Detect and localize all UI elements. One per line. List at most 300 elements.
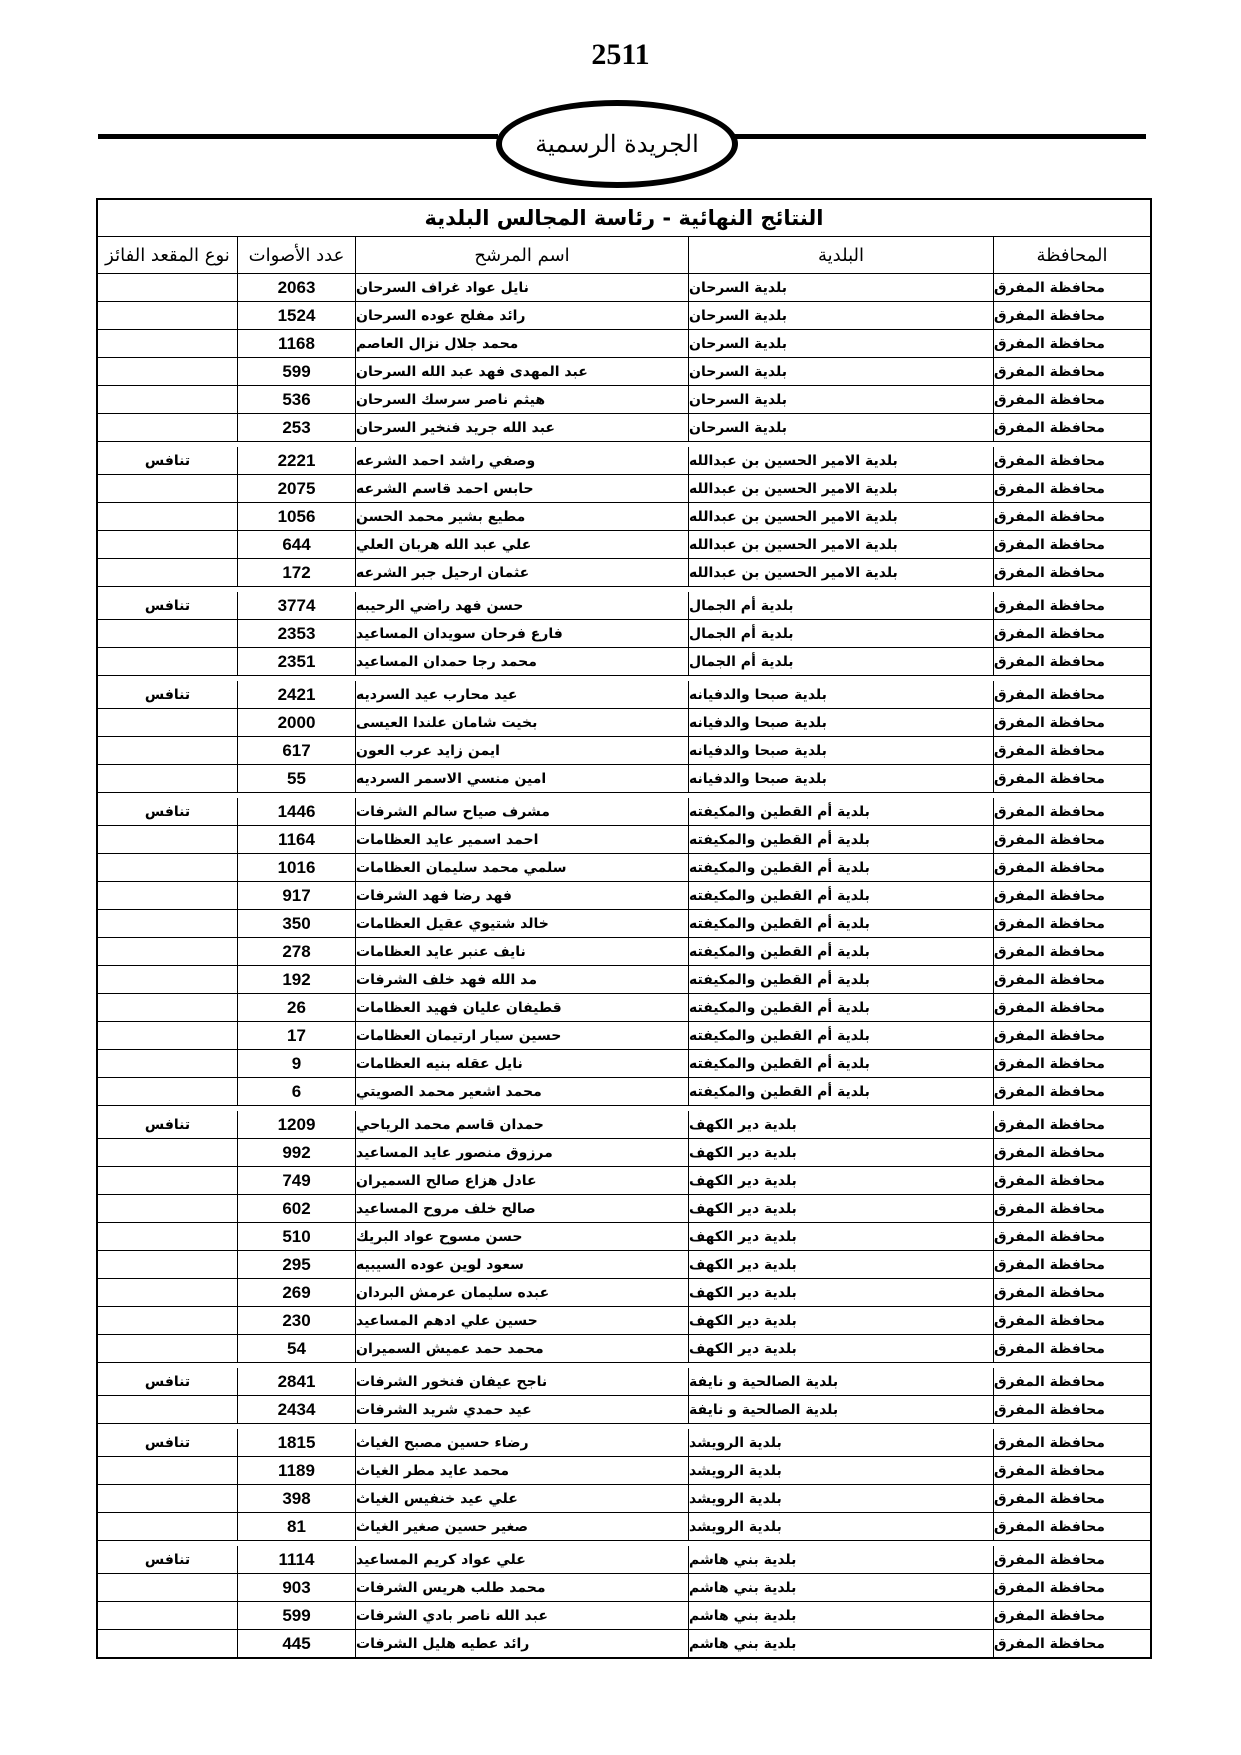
candidate-name-cell: حسين علي ادهم المساعيد	[356, 1307, 689, 1334]
municipality-cell: بلدية الرويشد	[689, 1457, 994, 1484]
candidate-name-cell: عبده سليمان عرمش البردان	[356, 1279, 689, 1306]
governorate-cell: محافظة المفرق	[994, 770, 1105, 787]
table-row	[98, 1573, 1150, 1601]
candidate-name-cell: ايمن زايد عرب العون	[356, 737, 689, 764]
candidate-name-cell: محمد اشعير محمد الصويتي	[356, 1078, 689, 1105]
seat-type-cell	[98, 1279, 238, 1306]
candidate-name-cell: عيد محارب عيد السرديه	[356, 681, 689, 708]
candidate-name-cell: حسن مسوح عواد البريك	[356, 1223, 689, 1250]
table-row	[98, 764, 1150, 792]
candidate-name-cell: محمد جلال نزال العاصم	[356, 330, 689, 357]
table-row	[98, 1429, 1150, 1456]
candidate-name-cell: نايل عواد غراف السرحان	[356, 274, 689, 301]
seat-type-cell: تنافس	[98, 592, 238, 619]
votes-cell: 172	[238, 559, 356, 586]
municipality-cell: بلدية دير الكهف	[689, 1223, 994, 1250]
table-row	[98, 619, 1150, 647]
table-row	[98, 558, 1150, 586]
governorate-cell: محافظة المفرق	[994, 625, 1105, 642]
votes-cell: 903	[238, 1574, 356, 1601]
table-header-row	[98, 237, 1150, 274]
candidate-name-cell: احمد اسمير عايد العظامات	[356, 826, 689, 853]
candidate-name-cell: امين منسي الاسمر السرديه	[356, 765, 689, 792]
municipality-cell: بلدية أم الجمال	[689, 592, 994, 619]
municipality-group	[98, 798, 1150, 1105]
municipality-cell: بلدية أم القطين والمكيفته	[689, 938, 994, 965]
municipality-cell: بلدية أم الجمال	[689, 648, 994, 675]
votes-cell: 2353	[238, 620, 356, 647]
municipality-group	[98, 447, 1150, 586]
seat-type-cell	[98, 386, 238, 413]
seat-type-cell	[98, 1307, 238, 1334]
governorate-cell: محافظة المفرق	[994, 391, 1105, 408]
governorate-cell: محافظة المفرق	[994, 1055, 1105, 1072]
table-row	[98, 1138, 1150, 1166]
table-row	[98, 329, 1150, 357]
seat-type-cell	[98, 709, 238, 736]
seat-type-cell: تنافس	[98, 1111, 238, 1138]
seat-type-cell	[98, 559, 238, 586]
governorate-cell: محافظة المفرق	[994, 1462, 1105, 1479]
governorate-cell: محافظة المفرق	[994, 1228, 1105, 1245]
votes-cell: 1168	[238, 330, 356, 357]
municipality-cell: بلدية السرحان	[689, 274, 994, 301]
table-row	[98, 1546, 1150, 1573]
table-row	[98, 647, 1150, 675]
municipality-cell: بلدية أم القطين والمكيفته	[689, 994, 994, 1021]
candidate-name-cell: محمد رجا حمدان المساعيد	[356, 648, 689, 675]
municipality-cell: بلدية دير الكهف	[689, 1307, 994, 1334]
governorate-cell: محافظة المفرق	[994, 1373, 1105, 1390]
governorate-cell: محافظة المفرق	[994, 1144, 1105, 1161]
votes-cell: 602	[238, 1195, 356, 1222]
votes-cell: 2000	[238, 709, 356, 736]
seat-type-cell	[98, 1139, 238, 1166]
seat-type-cell	[98, 1022, 238, 1049]
votes-cell: 230	[238, 1307, 356, 1334]
table-row	[98, 909, 1150, 937]
votes-cell: 599	[238, 358, 356, 385]
candidate-name-cell: قطيفان عليان فهيد العظامات	[356, 994, 689, 1021]
municipality-cell: بلدية دير الكهف	[689, 1251, 994, 1278]
votes-cell: 2221	[238, 447, 356, 474]
seat-type-cell	[98, 994, 238, 1021]
table-row	[98, 1512, 1150, 1540]
governorate-cell: محافظة المفرق	[994, 536, 1105, 553]
governorate-cell: محافظة المفرق	[994, 1551, 1105, 1568]
votes-cell: 26	[238, 994, 356, 1021]
seat-type-cell	[98, 358, 238, 385]
page-number: 2511	[591, 38, 650, 71]
votes-cell: 749	[238, 1167, 356, 1194]
municipality-cell: بلدية أم القطين والمكيفته	[689, 854, 994, 881]
votes-cell: 1164	[238, 826, 356, 853]
table-row	[98, 881, 1150, 909]
seat-type-cell	[98, 882, 238, 909]
municipality-cell: بلدية أم القطين والمكيفته	[689, 1022, 994, 1049]
governorate-cell: محافظة المفرق	[994, 480, 1105, 497]
candidate-name-cell: عبد الله جريد فنخير السرحان	[356, 414, 689, 441]
table-row	[98, 1250, 1150, 1278]
seat-type-cell	[98, 765, 238, 792]
governorate-cell: محافظة المفرق	[994, 279, 1105, 296]
candidate-name-cell: علي عيد خنفيس الغياث	[356, 1485, 689, 1512]
table-row	[98, 530, 1150, 558]
seat-type-cell	[98, 1078, 238, 1105]
table-row	[98, 357, 1150, 385]
votes-cell: 617	[238, 737, 356, 764]
candidate-name-cell: محمد حمد عميش السميران	[356, 1335, 689, 1362]
candidate-name-cell: مد الله فهد خلف الشرفات	[356, 966, 689, 993]
municipality-cell: بلدية دير الكهف	[689, 1335, 994, 1362]
votes-cell: 9	[238, 1050, 356, 1077]
votes-cell: 992	[238, 1139, 356, 1166]
candidate-name-cell: وصفي راشد احمد الشرعه	[356, 447, 689, 474]
header-municipality: البلدية	[689, 237, 994, 273]
governorate-cell: محافظة المفرق	[994, 1200, 1105, 1217]
candidate-name-cell: صغير حسين صغير الغياث	[356, 1513, 689, 1540]
municipality-cell: بلدية أم القطين والمكيفته	[689, 882, 994, 909]
seat-type-cell	[98, 938, 238, 965]
governorate-cell: محافظة المفرق	[994, 1579, 1105, 1596]
votes-cell: 2075	[238, 475, 356, 502]
candidate-name-cell: مطيع بشير محمد الحسن	[356, 503, 689, 530]
governorate-cell: محافظة المفرق	[994, 1635, 1105, 1652]
table-row	[98, 502, 1150, 530]
governorate-cell: محافظة المفرق	[994, 859, 1105, 876]
votes-cell: 350	[238, 910, 356, 937]
municipality-cell: بلدية السرحان	[689, 358, 994, 385]
seat-type-cell	[98, 1485, 238, 1512]
table-row	[98, 708, 1150, 736]
seat-type-cell	[98, 414, 238, 441]
municipality-cell: بلدية السرحان	[689, 414, 994, 441]
municipality-cell: بلدية دير الكهف	[689, 1111, 994, 1138]
governorate-cell: محافظة المفرق	[994, 335, 1105, 352]
candidate-name-cell: مرزوق منصور عايد المساعيد	[356, 1139, 689, 1166]
governorate-cell: محافظة المفرق	[994, 1607, 1105, 1624]
table-row	[98, 736, 1150, 764]
votes-cell: 2421	[238, 681, 356, 708]
table-row	[98, 385, 1150, 413]
table-row	[98, 301, 1150, 329]
votes-cell: 1446	[238, 798, 356, 825]
candidate-name-cell: عبد المهدى فهد عبد الله السرحان	[356, 358, 689, 385]
table-row	[98, 1368, 1150, 1395]
municipality-group	[98, 1111, 1150, 1362]
seat-type-cell	[98, 475, 238, 502]
seat-type-cell	[98, 737, 238, 764]
governorate-cell: محافظة المفرق	[994, 1083, 1105, 1100]
seat-type-cell	[98, 826, 238, 853]
governorate-cell: محافظة المفرق	[994, 686, 1105, 703]
votes-cell: 1209	[238, 1111, 356, 1138]
governorate-cell: محافظة المفرق	[994, 1434, 1105, 1451]
candidate-name-cell: نايف عنبر عايد العظامات	[356, 938, 689, 965]
governorate-cell: محافظة المفرق	[994, 564, 1105, 581]
municipality-cell: بلدية الصالحية و نايفة	[689, 1368, 994, 1395]
candidate-name-cell: علي عبد الله هربان العلي	[356, 531, 689, 558]
municipality-cell: بلدية دير الكهف	[689, 1279, 994, 1306]
seat-type-cell	[98, 1195, 238, 1222]
table-title: النتائج النهائية - رئاسة المجالس البلدية	[98, 200, 1150, 237]
seat-type-cell	[98, 531, 238, 558]
votes-cell: 269	[238, 1279, 356, 1306]
header-seat-type: نوع المقعد الفائز	[98, 237, 238, 273]
seat-type-cell	[98, 648, 238, 675]
governorate-cell: محافظة المفرق	[994, 363, 1105, 380]
municipality-cell: بلدية السرحان	[689, 302, 994, 329]
governorate-cell: محافظة المفرق	[994, 597, 1105, 614]
municipality-cell: بلدية بني هاشم	[689, 1630, 994, 1657]
header-candidate: اسم المرشح	[356, 237, 689, 273]
governorate-cell: محافظة المفرق	[994, 742, 1105, 759]
votes-cell: 599	[238, 1602, 356, 1629]
table-row	[98, 853, 1150, 881]
table-row	[98, 474, 1150, 502]
municipality-group	[98, 1429, 1150, 1540]
votes-cell: 55	[238, 765, 356, 792]
header-rule-right	[732, 134, 1146, 139]
municipality-group	[98, 681, 1150, 792]
governorate-cell: محافظة المفرق	[994, 419, 1105, 436]
candidate-name-cell: عثمان ارحيل جبر الشرعه	[356, 559, 689, 586]
seat-type-cell	[98, 620, 238, 647]
municipality-cell: بلدية صبحا والدفيانه	[689, 737, 994, 764]
candidate-name-cell: رائد مفلح عوده السرحان	[356, 302, 689, 329]
governorate-cell: محافظة المفرق	[994, 971, 1105, 988]
votes-cell: 445	[238, 1630, 356, 1657]
table-row	[98, 592, 1150, 619]
candidate-name-cell: محمد طلب هريس الشرفات	[356, 1574, 689, 1601]
candidate-name-cell: رضاء حسين مصبح الغياث	[356, 1429, 689, 1456]
municipality-cell: بلدية صبحا والدفيانه	[689, 765, 994, 792]
governorate-cell: محافظة المفرق	[994, 915, 1105, 932]
candidate-name-cell: حابس احمد قاسم الشرعه	[356, 475, 689, 502]
table-row	[98, 413, 1150, 441]
seat-type-cell	[98, 1251, 238, 1278]
governorate-cell: محافظة المفرق	[994, 1312, 1105, 1329]
candidate-name-cell: حمدان قاسم محمد الرياحي	[356, 1111, 689, 1138]
candidate-name-cell: حسن فهد راضي الرحيبه	[356, 592, 689, 619]
votes-cell: 1815	[238, 1429, 356, 1456]
table-row	[98, 1111, 1150, 1138]
seat-type-cell	[98, 1630, 238, 1657]
votes-cell: 1016	[238, 854, 356, 881]
governorate-cell: محافظة المفرق	[994, 508, 1105, 525]
table-row	[98, 1166, 1150, 1194]
municipality-cell: بلدية الرويشد	[689, 1513, 994, 1540]
table-row	[98, 993, 1150, 1021]
municipality-cell: بلدية الامير الحسين بن عبدالله	[689, 503, 994, 530]
municipality-group	[98, 1368, 1150, 1423]
votes-cell: 192	[238, 966, 356, 993]
seat-type-cell	[98, 302, 238, 329]
municipality-cell: بلدية الصالحية و نايفة	[689, 1396, 994, 1423]
votes-cell: 1114	[238, 1546, 356, 1573]
municipality-cell: بلدية أم القطين والمكيفته	[689, 966, 994, 993]
votes-cell: 2841	[238, 1368, 356, 1395]
governorate-cell: محافظة المفرق	[994, 803, 1105, 820]
header-rule-left	[98, 134, 498, 139]
municipality-cell: بلدية بني هاشم	[689, 1546, 994, 1573]
seat-type-cell	[98, 503, 238, 530]
votes-cell: 1524	[238, 302, 356, 329]
governorate-cell: محافظة المفرق	[994, 831, 1105, 848]
governorate-cell: محافظة المفرق	[994, 1027, 1105, 1044]
candidate-name-cell: محمد عايد مطر الغياث	[356, 1457, 689, 1484]
seat-type-cell	[98, 1335, 238, 1362]
table-row	[98, 1021, 1150, 1049]
governorate-cell: محافظة المفرق	[994, 452, 1105, 469]
candidate-name-cell: عيد حمدي شريد الشرفات	[356, 1396, 689, 1423]
table-row	[98, 1194, 1150, 1222]
votes-cell: 2351	[238, 648, 356, 675]
governorate-cell: محافظة المفرق	[994, 1518, 1105, 1535]
results-table	[96, 198, 1152, 1659]
municipality-cell: بلدية أم الجمال	[689, 620, 994, 647]
municipality-cell: بلدية دير الكهف	[689, 1139, 994, 1166]
table-row	[98, 1334, 1150, 1362]
municipality-group	[98, 1546, 1150, 1657]
table-row	[98, 798, 1150, 825]
governorate-cell: محافظة المفرق	[994, 1340, 1105, 1357]
candidate-name-cell: رائد عطيه هليل الشرفات	[356, 1630, 689, 1657]
table-row	[98, 1222, 1150, 1250]
governorate-cell: محافظة المفرق	[994, 1116, 1105, 1133]
seat-type-cell	[98, 274, 238, 301]
governorate-cell: محافظة المفرق	[994, 999, 1105, 1016]
municipality-cell: بلدية الامير الحسين بن عبدالله	[689, 475, 994, 502]
table-row	[98, 825, 1150, 853]
votes-cell: 54	[238, 1335, 356, 1362]
table-row	[98, 1278, 1150, 1306]
seat-type-cell: تنافس	[98, 1368, 238, 1395]
municipality-cell: بلدية الامير الحسين بن عبدالله	[689, 531, 994, 558]
governorate-cell: محافظة المفرق	[994, 714, 1105, 731]
candidate-name-cell: سلمي محمد سليمان العظامات	[356, 854, 689, 881]
municipality-cell: بلدية بني هاشم	[689, 1602, 994, 1629]
municipality-cell: بلدية دير الكهف	[689, 1167, 994, 1194]
votes-cell: 295	[238, 1251, 356, 1278]
candidate-name-cell: بخيت شامان علندا العيسى	[356, 709, 689, 736]
candidate-name-cell: عادل هزاع صالح السميران	[356, 1167, 689, 1194]
municipality-cell: بلدية أم القطين والمكيفته	[689, 1050, 994, 1077]
seat-type-cell	[98, 1457, 238, 1484]
seat-type-cell	[98, 1602, 238, 1629]
municipality-cell: بلدية صبحا والدفيانه	[689, 709, 994, 736]
governorate-cell: محافظة المفرق	[994, 307, 1105, 324]
votes-cell: 398	[238, 1485, 356, 1512]
votes-cell: 278	[238, 938, 356, 965]
governorate-cell: محافظة المفرق	[994, 653, 1105, 670]
candidate-name-cell: فارع فرحان سويدان المساعيد	[356, 620, 689, 647]
seat-type-cell	[98, 330, 238, 357]
governorate-cell: محافظة المفرق	[994, 1256, 1105, 1273]
table-body	[98, 274, 1150, 1657]
municipality-cell: بلدية دير الكهف	[689, 1195, 994, 1222]
seat-type-cell	[98, 854, 238, 881]
candidate-name-cell: نايل عقله بنيه العظامات	[356, 1050, 689, 1077]
seat-type-cell: تنافس	[98, 798, 238, 825]
seat-type-cell	[98, 1396, 238, 1423]
table-row	[98, 1601, 1150, 1629]
municipality-cell: بلدية صبحا والدفيانه	[689, 681, 994, 708]
municipality-cell: بلدية الرويشد	[689, 1485, 994, 1512]
votes-cell: 2434	[238, 1396, 356, 1423]
table-row	[98, 1077, 1150, 1105]
votes-cell: 644	[238, 531, 356, 558]
municipality-group	[98, 592, 1150, 675]
seat-type-cell	[98, 1050, 238, 1077]
governorate-cell: محافظة المفرق	[994, 1490, 1105, 1507]
seat-type-cell: تنافس	[98, 1546, 238, 1573]
table-row	[98, 447, 1150, 474]
votes-cell: 17	[238, 1022, 356, 1049]
seat-type-cell: تنافس	[98, 447, 238, 474]
municipality-cell: بلدية السرحان	[689, 330, 994, 357]
municipality-cell: بلدية الامير الحسين بن عبدالله	[689, 559, 994, 586]
table-row	[98, 1306, 1150, 1334]
candidate-name-cell: سعود لوين عوده السيبيه	[356, 1251, 689, 1278]
header-governorate: المحافظة	[1036, 244, 1108, 266]
table-row	[98, 1484, 1150, 1512]
municipality-cell: بلدية السرحان	[689, 386, 994, 413]
municipality-group	[98, 274, 1150, 441]
votes-cell: 253	[238, 414, 356, 441]
table-row	[98, 965, 1150, 993]
seat-type-cell	[98, 1513, 238, 1540]
table-row	[98, 1395, 1150, 1423]
votes-cell: 81	[238, 1513, 356, 1540]
governorate-cell: محافظة المفرق	[994, 887, 1105, 904]
municipality-cell: بلدية أم القطين والمكيفته	[689, 1078, 994, 1105]
municipality-cell: بلدية أم القطين والمكيفته	[689, 910, 994, 937]
votes-cell: 6	[238, 1078, 356, 1105]
candidate-name-cell: صالح خلف مروح المساعيد	[356, 1195, 689, 1222]
candidate-name-cell: حسين سيار ارتيمان العظامات	[356, 1022, 689, 1049]
candidate-name-cell: مشرف صياح سالم الشرفات	[356, 798, 689, 825]
votes-cell: 1056	[238, 503, 356, 530]
votes-cell: 917	[238, 882, 356, 909]
seat-type-cell	[98, 1223, 238, 1250]
table-row	[98, 937, 1150, 965]
votes-cell: 3774	[238, 592, 356, 619]
candidate-name-cell: عبد الله ناصر بادي الشرفات	[356, 1602, 689, 1629]
seat-type-cell: تنافس	[98, 681, 238, 708]
governorate-cell: محافظة المفرق	[994, 1284, 1105, 1301]
table-row	[98, 1456, 1150, 1484]
seat-type-cell	[98, 1574, 238, 1601]
candidate-name-cell: ناجح عيفان فنخور الشرفات	[356, 1368, 689, 1395]
gazette-title: الجريدة الرسمية	[535, 130, 699, 158]
municipality-cell: بلدية بني هاشم	[689, 1574, 994, 1601]
municipality-cell: بلدية الامير الحسين بن عبدالله	[689, 447, 994, 474]
governorate-cell: محافظة المفرق	[994, 1172, 1105, 1189]
header-votes: عدد الأصوات	[238, 237, 356, 273]
table-row	[98, 274, 1150, 301]
seat-type-cell	[98, 1167, 238, 1194]
seat-type-cell	[98, 910, 238, 937]
table-row	[98, 681, 1150, 708]
table-row	[98, 1629, 1150, 1657]
seat-type-cell: تنافس	[98, 1429, 238, 1456]
municipality-cell: بلدية أم القطين والمكيفته	[689, 826, 994, 853]
votes-cell: 2063	[238, 274, 356, 301]
votes-cell: 536	[238, 386, 356, 413]
candidate-name-cell: هيثم ناصر سرسك السرحان	[356, 386, 689, 413]
candidate-name-cell: علي عواد كريم المساعيد	[356, 1546, 689, 1573]
